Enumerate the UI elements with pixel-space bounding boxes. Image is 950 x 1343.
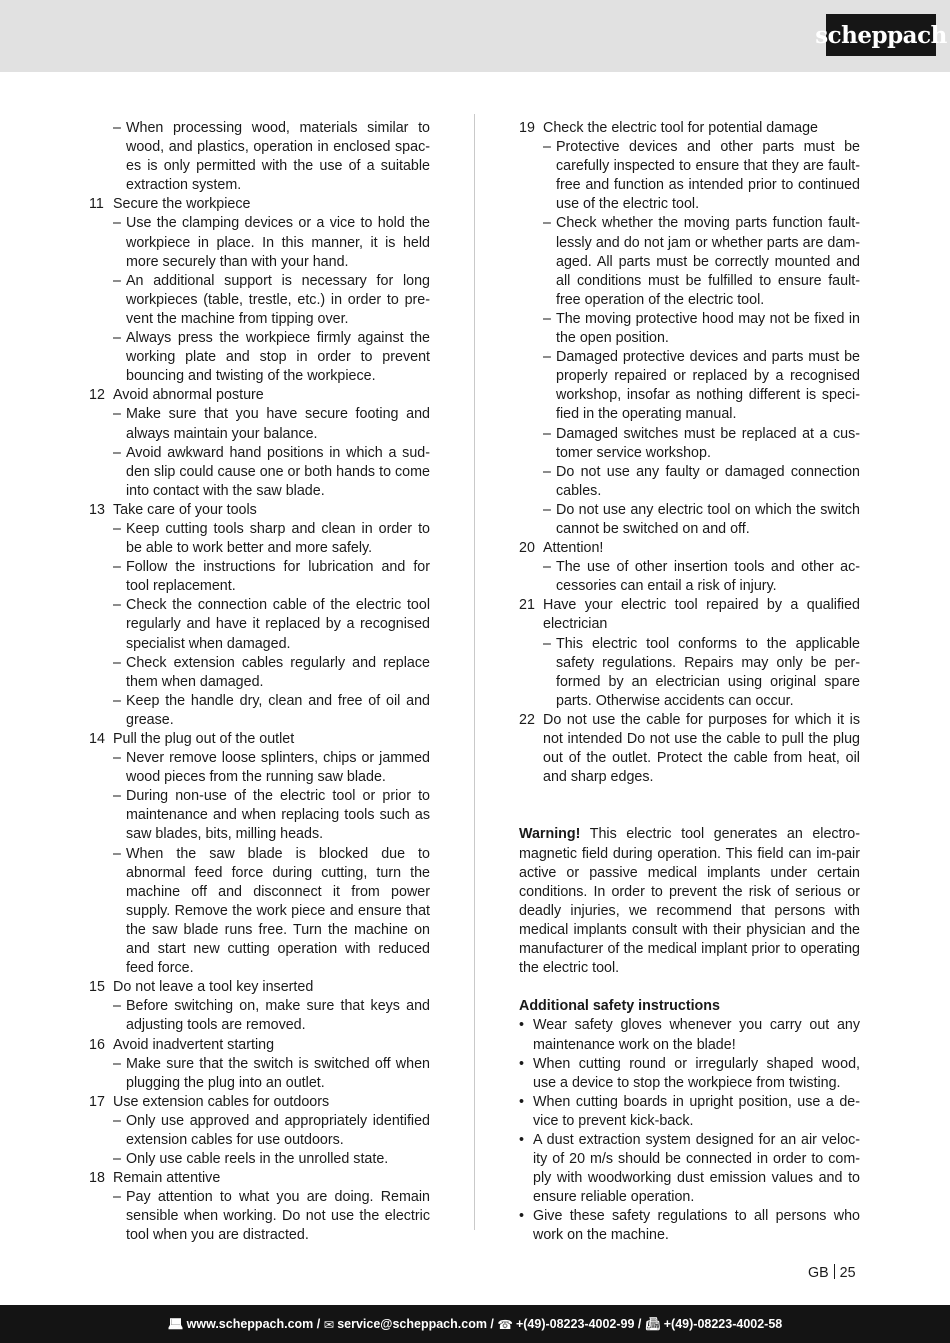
bullet-mark: • xyxy=(519,1208,525,1225)
dash-mark: – xyxy=(113,406,121,423)
warning-text: This electric tool generates an electro-magnetic field during operation. This field can im-pair active or passive medical implants under certain conditions. In order to prevent the risk of serious or deadly injuries, we recommend that persons with medical implants consult with their physician and the manufacturer of the medical implant prior to operating the electric tool. xyxy=(519,826,860,977)
dash-mark: – xyxy=(113,597,121,614)
numbered-item xyxy=(89,1036,430,1055)
warning-paragraph xyxy=(519,825,860,978)
dash-item xyxy=(519,214,860,309)
dash-text: Do not use any faulty or damaged connection cables. xyxy=(556,463,860,499)
dash-mark: – xyxy=(543,635,551,652)
bullet-item xyxy=(519,1093,860,1131)
footer-sep: / xyxy=(313,1317,324,1331)
dash-text: Make sure that you have secure footing and always maintain your balance. xyxy=(126,406,430,442)
dash-item xyxy=(519,463,860,501)
dash-mark: – xyxy=(113,272,121,289)
logo-text: scheppach xyxy=(815,21,947,49)
dash-text: Only use approved and appropriately identified extension cables for use outdoors. xyxy=(126,1112,430,1148)
numbered-item xyxy=(89,730,430,749)
page-separator xyxy=(834,1264,835,1279)
item-number: 22 xyxy=(519,711,535,728)
dash-item xyxy=(519,138,860,214)
dash-mark: – xyxy=(113,998,121,1015)
dash-text: Check the connection cable of the electric tool regularly and have it replaced by a recognised specialist when damaged. xyxy=(126,597,430,652)
numbered-item xyxy=(89,195,430,214)
dash-mark: – xyxy=(113,845,121,862)
bullet-mark: • xyxy=(519,1093,525,1110)
dash-item xyxy=(89,272,430,329)
dash-mark: – xyxy=(113,1151,121,1168)
header-band xyxy=(0,0,950,72)
footer-email[interactable]: service@scheppach.com xyxy=(337,1317,487,1331)
dash-text: Before switching on, make sure that keys and adjusting tools are removed. xyxy=(126,998,430,1034)
dash-text: Keep cutting tools sharp and clean in order to be able to work better and more safely. xyxy=(126,520,430,557)
dash-mark: – xyxy=(113,1055,121,1072)
footer-sep: / xyxy=(486,1317,498,1331)
dash-text: The moving protective hood may not be fixed in the open position. xyxy=(556,310,860,347)
dash-mark: – xyxy=(543,215,551,232)
numbered-item xyxy=(519,119,860,138)
bullet-item xyxy=(519,1055,860,1093)
spacer xyxy=(519,806,860,825)
dash-text: Follow the instructions for lubrication and for tool replacement. xyxy=(126,559,430,595)
numbered-item xyxy=(89,978,430,997)
dash-mark: – xyxy=(113,330,121,347)
bullet-mark: • xyxy=(519,1055,525,1072)
bullet-text: When cutting boards in upright position, use a de-vice to prevent kick-back. xyxy=(533,1093,860,1129)
numbered-item xyxy=(89,1093,430,1112)
dash-text: Check whether the moving parts function fault-lessly and do not jam or whether parts are dam-aged. All parts must be correctly mounted and all conditions must be fulfilled to ensure fault-free operation of the electric tool. xyxy=(556,215,860,308)
dash-text: Damaged switches must be replaced at a cus-tomer service workshop. xyxy=(556,425,860,461)
item-title: Avoid abnormal posture xyxy=(113,387,264,404)
item-title: Check the electric tool for potential damage xyxy=(543,120,818,136)
dash-item xyxy=(89,405,430,443)
dash-text: During non-use of the electric tool or prior to maintenance and when replacing tools such as saw blades, bits, milling heads. xyxy=(126,788,430,843)
dash-mark: – xyxy=(113,1189,121,1206)
spacer xyxy=(519,787,860,806)
dash-text: Always press the workpiece firmly against the working plate and stop in order to prevent bouncing and twisting of the workpiece. xyxy=(126,330,430,385)
item-number: 15 xyxy=(89,979,105,996)
dash-item xyxy=(519,310,860,348)
item-title: Remain attentive xyxy=(113,1170,221,1187)
bullet-text: Give these safety regulations to all persons who work on the machine. xyxy=(533,1208,860,1244)
item-number: 20 xyxy=(519,540,535,557)
dash-item xyxy=(89,997,430,1035)
footer-web[interactable]: www.scheppach.com xyxy=(186,1317,314,1331)
dash-item xyxy=(89,329,430,386)
footer-fax: +(49)-08223-4002-58 xyxy=(663,1317,783,1331)
dash-text: The use of other insertion tools and other ac-cessories can entail a risk of injury. xyxy=(556,559,860,595)
dash-mark: – xyxy=(113,1112,121,1129)
item-number: 19 xyxy=(519,120,535,136)
spacer xyxy=(519,978,860,997)
dash-mark: – xyxy=(113,444,121,461)
dash-mark: – xyxy=(113,692,121,709)
dash-text: Check extension cables regularly and replace them when damaged. xyxy=(126,654,430,690)
mail-icon: ✉︎ xyxy=(323,1317,335,1332)
dash-item xyxy=(89,214,430,271)
item-number: 14 xyxy=(89,731,105,747)
numbered-item xyxy=(519,711,860,787)
dash-mark: – xyxy=(543,310,551,327)
numbered-item xyxy=(89,1169,430,1188)
dash-item xyxy=(89,596,430,653)
item-number: 12 xyxy=(89,387,105,404)
dash-item xyxy=(89,444,430,501)
dash-item xyxy=(519,348,860,424)
footer-phone: +(49)-08223-4002-99 xyxy=(515,1317,635,1331)
dash-text: Do not use any electric tool on which the switch cannot be switched on and off. xyxy=(556,501,860,537)
item-title: Avoid inadvertent starting xyxy=(113,1036,275,1053)
dash-item xyxy=(89,845,430,979)
dash-text: Damaged protective devices and parts must be properly repaired or replaced by a recognised workshop, insofar as nothing different is speci-fied in the operating manual. xyxy=(556,349,860,423)
dash-text: When the saw blade is blocked due to abnormal feed force during cutting, turn the machine off and disconnect it from power supply. Remove the work piece and ensure that the saw blade runs free. Turn the machine on and start new cutting operation with reduced feed force. xyxy=(126,845,430,977)
item-number: 21 xyxy=(519,597,535,614)
bullet-mark: • xyxy=(519,1131,525,1148)
dash-mark: – xyxy=(113,120,121,136)
item-number: 17 xyxy=(89,1093,105,1110)
dash-mark: – xyxy=(113,654,121,671)
item-title: Do not use the cable for purposes for which it is not intended Do not use the cable to pull the plug out of the outlet. Protect the cable from heat, oil and sharp edges. xyxy=(543,711,860,786)
bullet-mark: • xyxy=(519,1017,525,1034)
dash-text: Make sure that the switch is switched off when plugging the plug into an outlet. xyxy=(126,1055,430,1091)
dash-item xyxy=(89,692,430,730)
right-column xyxy=(519,119,860,1246)
item-number: 13 xyxy=(89,501,105,518)
page-lang: GB xyxy=(808,1265,829,1281)
dash-item xyxy=(89,1055,430,1093)
computer-icon: 💻︎ xyxy=(167,1316,184,1331)
dash-text: Protective devices and other parts must be carefully inspected to ensure that they are fault-free and function as intended prior to continued use of the electric tool. xyxy=(556,139,860,213)
dash-mark: – xyxy=(113,559,121,576)
item-title: Secure the workpiece xyxy=(113,196,251,213)
scheppach-logo xyxy=(815,14,947,56)
numbered-item xyxy=(519,539,860,558)
dash-text: This electric tool conforms to the applicable safety regulations. Repairs may only be per-formed by an electrician using original spare parts. Otherwise accidents can occur. xyxy=(556,635,860,709)
bullet-item xyxy=(519,1131,860,1207)
bullet-item xyxy=(519,1207,860,1245)
page-number xyxy=(808,1264,856,1283)
item-title: Take care of your tools xyxy=(113,501,257,518)
dash-item xyxy=(89,520,430,558)
dash-item xyxy=(89,1150,430,1169)
intro-dash-item xyxy=(89,119,430,195)
dash-mark: – xyxy=(543,463,551,480)
phone-icon: ☎︎ xyxy=(497,1317,513,1332)
dash-item xyxy=(89,1188,430,1245)
additional-safety-title: Additional safety instructions xyxy=(519,998,720,1015)
bullet-text: When cutting round or irregularly shaped wood, use a device to stop the workpiece from twisting. xyxy=(533,1055,860,1091)
dash-mark: – xyxy=(113,788,121,805)
dash-item xyxy=(519,425,860,463)
item-title: Use extension cables for outdoors xyxy=(113,1093,330,1110)
dash-mark: – xyxy=(543,425,551,442)
dash-mark: – xyxy=(543,559,551,576)
left-column xyxy=(89,119,430,1246)
dash-item xyxy=(519,558,860,596)
page-num-value: 25 xyxy=(839,1265,856,1281)
dash-mark: – xyxy=(113,520,121,537)
dash-text: An additional support is necessary for long workpieces (table, trestle, etc.) in order to pre-vent the machine from tipping over. xyxy=(126,272,430,327)
dash-mark: – xyxy=(543,139,551,156)
dash-item xyxy=(89,787,430,844)
item-title: Have your electric tool repaired by a qualified electrician xyxy=(543,597,860,633)
additional-bullets xyxy=(519,1016,860,1245)
column-divider xyxy=(474,114,475,1230)
item-title: Do not leave a tool key inserted xyxy=(113,979,314,996)
footer-sep: / xyxy=(634,1317,645,1331)
dash-item xyxy=(89,654,430,692)
item-title: Attention! xyxy=(543,540,604,557)
dash-text: Only use cable reels in the unrolled state. xyxy=(126,1151,389,1168)
fax-icon: 📠︎ xyxy=(644,1316,661,1331)
item-title: Pull the plug out of the outlet xyxy=(113,731,295,747)
bullet-text: A dust extraction system designed for an air veloc-ity of 20 m/s should be connected in order to com-ply with woodworking dust emission values and to ensure reliable operation. xyxy=(533,1131,860,1206)
dash-item xyxy=(519,635,860,711)
dash-text: Never remove loose splinters, chips or jammed wood pieces from the running saw blade. xyxy=(126,750,430,786)
bullet-text: Wear safety gloves whenever you carry out any maintenance work on the blade! xyxy=(533,1017,860,1053)
footer-bar xyxy=(0,1305,950,1343)
intro-dash-text: When processing wood, materials similar to wood, and plastics, operation in enclosed spac-es is only permitted with the use of a suitable extraction system. xyxy=(126,120,430,194)
dash-text: Avoid awkward hand positions in which a sud-den slip could cause one or both hands to come into contact with the saw blade. xyxy=(126,444,430,499)
bullet-item xyxy=(519,1016,860,1054)
item-number: 16 xyxy=(89,1036,105,1053)
dash-text: Pay attention to what you are doing. Remain sensible when working. Do not use the electric tool when you are distracted. xyxy=(126,1189,430,1244)
dash-item xyxy=(519,501,860,539)
dash-text: Use the clamping devices or a vice to hold the workpiece in place. In this manner, it is held more securely than with your hand. xyxy=(126,215,430,270)
numbered-item xyxy=(89,386,430,405)
dash-mark: – xyxy=(543,501,551,518)
numbered-item xyxy=(519,596,860,634)
dash-mark: – xyxy=(113,750,121,767)
dash-mark: – xyxy=(113,215,121,232)
dash-text: Keep the handle dry, clean and free of oil and grease. xyxy=(126,692,430,728)
item-number: 18 xyxy=(89,1170,105,1187)
dash-item xyxy=(89,1112,430,1150)
dash-item xyxy=(89,749,430,787)
right-items xyxy=(519,119,860,787)
warning-label: Warning! xyxy=(519,826,581,843)
numbered-item xyxy=(89,501,430,520)
dash-mark: – xyxy=(543,349,551,366)
dash-item xyxy=(89,558,430,596)
item-number: 11 xyxy=(89,196,104,213)
